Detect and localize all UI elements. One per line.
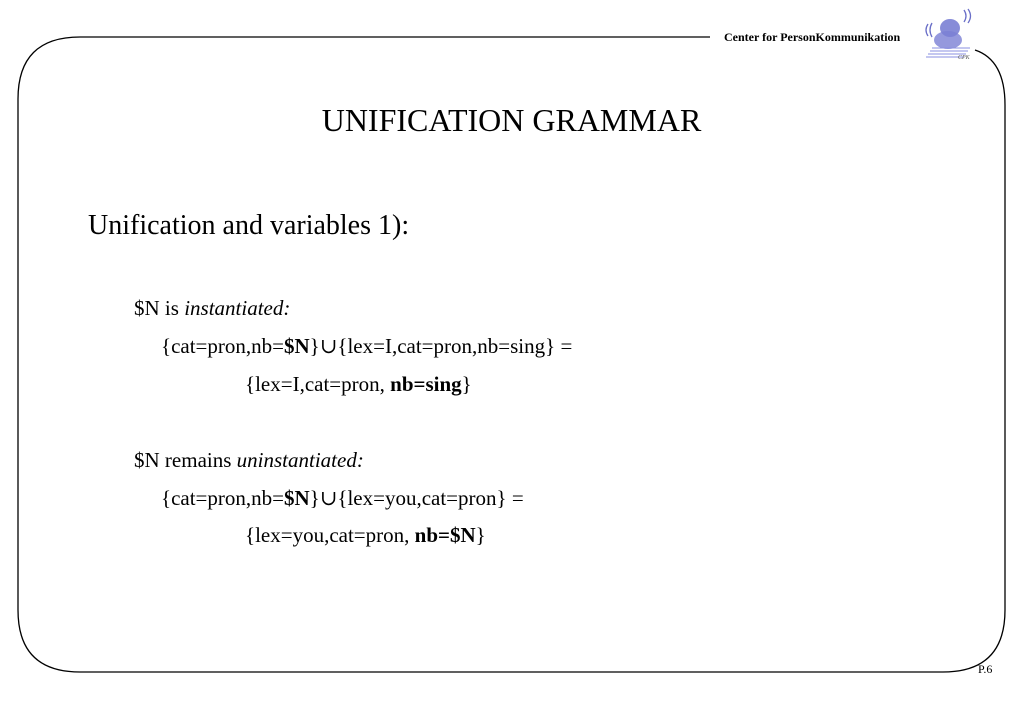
- cpk-logo: [918, 4, 982, 64]
- case2-result-bold: nb=$N: [414, 523, 476, 547]
- case2-label-emphasis: uninstantiated:: [236, 448, 364, 472]
- case2-label: [134, 448, 364, 473]
- cpk-logo-icon: [918, 4, 982, 64]
- case1-label: [134, 296, 290, 321]
- logo-caption: CPK: [958, 55, 970, 61]
- page-number: P.6: [978, 662, 993, 676]
- union-symbol: ∪: [319, 334, 338, 358]
- slide-subtitle: Unification and variables 1):: [88, 210, 410, 241]
- union-symbol: ∪: [319, 486, 338, 510]
- case1-expr-part-a: {cat=pron,nb=: [161, 334, 284, 358]
- header-org-name: Center for PersonKommunikation: [724, 30, 901, 44]
- case2-variable: $N: [284, 486, 310, 510]
- case2-label-prefix: $N remains: [134, 448, 237, 472]
- case1-expression: [161, 334, 572, 359]
- case2-expr-part-b: }: [309, 486, 320, 510]
- case2-result-part-a: {lex=you,cat=pron,: [245, 523, 415, 547]
- case1-result-part-b: }: [461, 372, 472, 396]
- case2-expr-part-a: {cat=pron,nb=: [161, 486, 284, 510]
- case1-result-part-a: {lex=I,cat=pron,: [245, 372, 391, 396]
- case1-result-bold: nb=sing: [390, 372, 462, 396]
- case1-expr-part-c: {lex=I,cat=pron,nb=sing} =: [337, 334, 573, 358]
- case2-result: [245, 523, 486, 548]
- slide-title: UNIFICATION GRAMMAR: [321, 102, 702, 138]
- case1-label-prefix: $N is: [134, 296, 185, 320]
- case2-expr-part-c: {lex=you,cat=pron} =: [337, 486, 524, 510]
- case1-label-emphasis: instantiated:: [184, 296, 291, 320]
- case2-expression: [161, 486, 524, 511]
- case1-result: [245, 372, 472, 397]
- case1-variable: $N: [284, 334, 310, 358]
- case1-expr-part-b: }: [309, 334, 320, 358]
- case2-result-part-b: }: [475, 523, 486, 547]
